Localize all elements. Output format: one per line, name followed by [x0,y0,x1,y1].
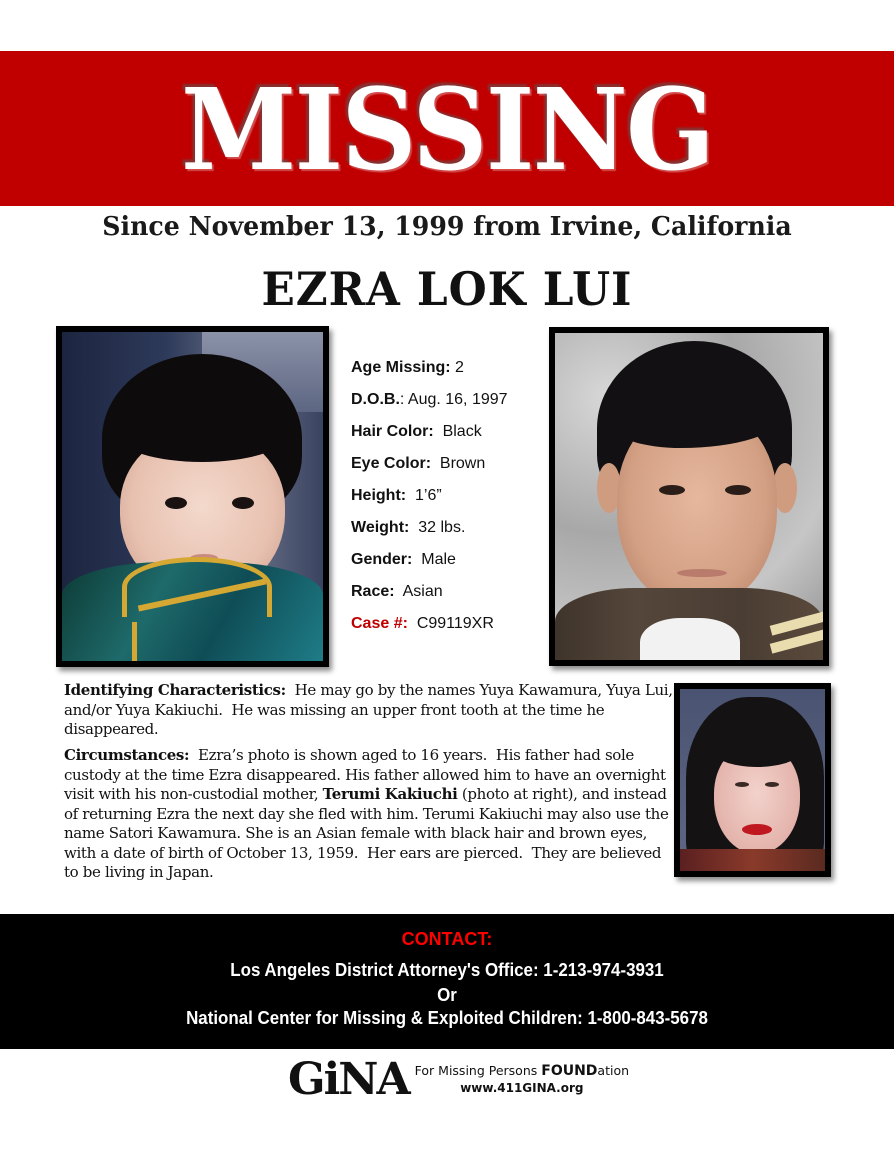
detail-height: Height: 1’6” [351,487,442,504]
detail-gender: Gender: Male [351,551,456,568]
missing-title: MISSING [180,64,714,196]
contact-la-da-office: Los Angeles District Attorney's Office: 1-213-974-3931 [230,960,664,980]
gina-logo [288,1053,630,1105]
circumstances-label: Circumstances: [64,746,190,764]
detail-weight: Weight: 32 lbs. [351,519,466,536]
missing-since-line: Since November 13, 1999 from Irvine, California [102,212,792,242]
identifying-label: Identifying Characteristics: [64,681,286,699]
abductor-photo [674,683,831,877]
age-progressed-photo [549,327,829,666]
missing-person-name: EZRA LOK LUI [261,262,633,316]
detail-eye-color: Eye Color: Brown [351,455,486,472]
contact-heading: CONTACT: [401,929,493,949]
physical-details [351,352,541,640]
gina-url: www.411GINA.org [460,1081,584,1095]
gina-tagline: For Missing Persons FOUNDation www.411GINA.org [414,1063,630,1095]
detail-hair-color: Hair Color: Black [351,423,482,440]
contact-ncmec: National Center for Missing & Exploited Children: 1-800-843-5678 [186,1008,708,1028]
contact-banner [0,914,894,1049]
detail-dob: D.O.B.: Aug. 16, 1997 [351,391,508,408]
circumstances: Circumstances: Ezra’s photo is shown aged to 16 years. His father had sole custody at the time Ezra disappeared. His father allowed him to have an overnight visit with his non-custodial mother, Terumi Kakiuchi (photo at right), and instead of returning Ezra the next day she fled with him. Terumi Kakiuchi may also use the name Satori Kawamura. She is an Asian female with black hair and brown eyes, with a date of birth of October 13, 1959. Her ears are pierced. They are believed to be living in Japan. [64,746,673,881]
detail-age-missing: Age Missing: 2 [351,359,464,376]
header-banner [0,51,894,206]
detail-case-number: Case #: C99119XR [351,615,494,632]
contact-or: Or [437,985,457,1005]
identifying-characteristics [64,681,678,740]
child-photo [56,326,329,667]
detail-race: Race: Asian [351,583,443,600]
gina-logo-mark: GiNA [288,1053,409,1105]
identifying-text: He may go by the names Yuya Kawamura, Yuya Lui, and/or Yuya Kakiuchi. He was missing an upper front tooth at the time he disappeared. [64,681,678,738]
abductor-name: Terumi Kakiuchi [322,785,458,803]
